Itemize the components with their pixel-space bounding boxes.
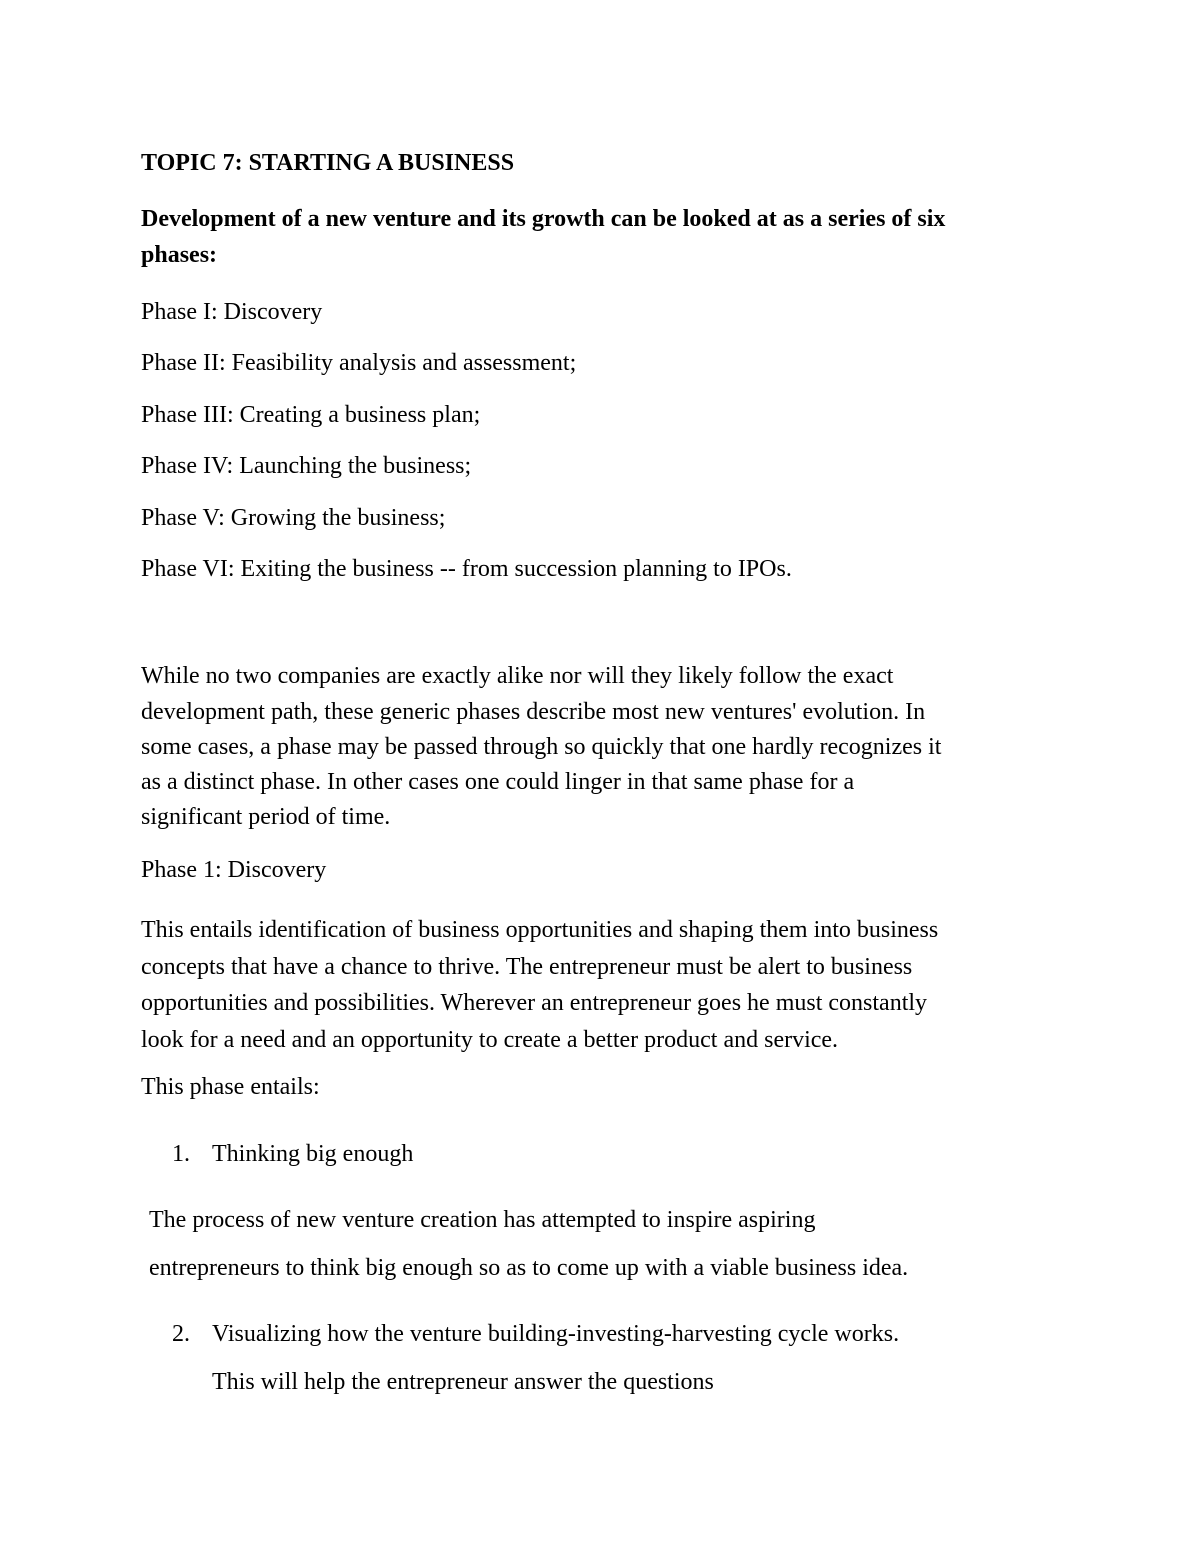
list-number-1: 1. [172, 1141, 190, 1167]
list-number-2: 2. [172, 1321, 190, 1347]
phase-item-6: Phase VI: Exiting the business -- from succession planning to IPOs. [141, 556, 792, 582]
paragraph-1-line-5: significant period of time. [141, 804, 391, 830]
paragraph-1-line-3: some cases, a phase may be passed through so quickly that one hardly recognizes it [141, 734, 942, 760]
phase-item-4: Phase IV: Launching the business; [141, 453, 472, 479]
phase1-heading: Phase 1: Discovery [141, 857, 327, 883]
intro-heading-line-1: Development of a new venture and its growth can be looked at as a series of six [141, 206, 946, 232]
paragraph-1-line-4: as a distinct phase. In other cases one could linger in that same phase for a [141, 769, 855, 795]
paragraph-1-line-2: development path, these generic phases describe most new ventures' evolution. In [141, 699, 926, 725]
phase-item-5: Phase V: Growing the business; [141, 505, 446, 531]
paragraph-3-line-1: The process of new venture creation has attempted to inspire aspiring [149, 1207, 816, 1233]
list-item-1-text: Thinking big enough [212, 1141, 414, 1167]
intro-heading-line-2: phases: [141, 242, 218, 268]
paragraph-1-line-1: While no two companies are exactly alike nor will they likely follow the exact [141, 663, 894, 689]
phase-item-3: Phase III: Creating a business plan; [141, 402, 481, 428]
document-title: TOPIC 7: STARTING A BUSINESS [141, 150, 515, 176]
paragraph-2-line-3: opportunities and possibilities. Wherever an entrepreneur goes he must constantly [141, 990, 928, 1016]
paragraph-2-line-2: concepts that have a chance to thrive. The entrepreneur must be alert to business [141, 954, 913, 980]
phase-item-2: Phase II: Feasibility analysis and assessment; [141, 350, 577, 376]
entails-label: This phase entails: [141, 1074, 320, 1100]
list-item-2-text-line-2: This will help the entrepreneur answer the questions [212, 1369, 714, 1395]
paragraph-3-line-2: entrepreneurs to think big enough so as to come up with a viable business idea. [149, 1255, 909, 1281]
paragraph-2-line-1: This entails identification of business opportunities and shaping them into business [141, 917, 939, 943]
paragraph-2-line-4: look for a need and an opportunity to create a better product and service. [141, 1027, 839, 1053]
list-item-2-text-line-1: Visualizing how the venture building-investing-harvesting cycle works. [212, 1321, 900, 1347]
phase-item-1: Phase I: Discovery [141, 299, 323, 325]
